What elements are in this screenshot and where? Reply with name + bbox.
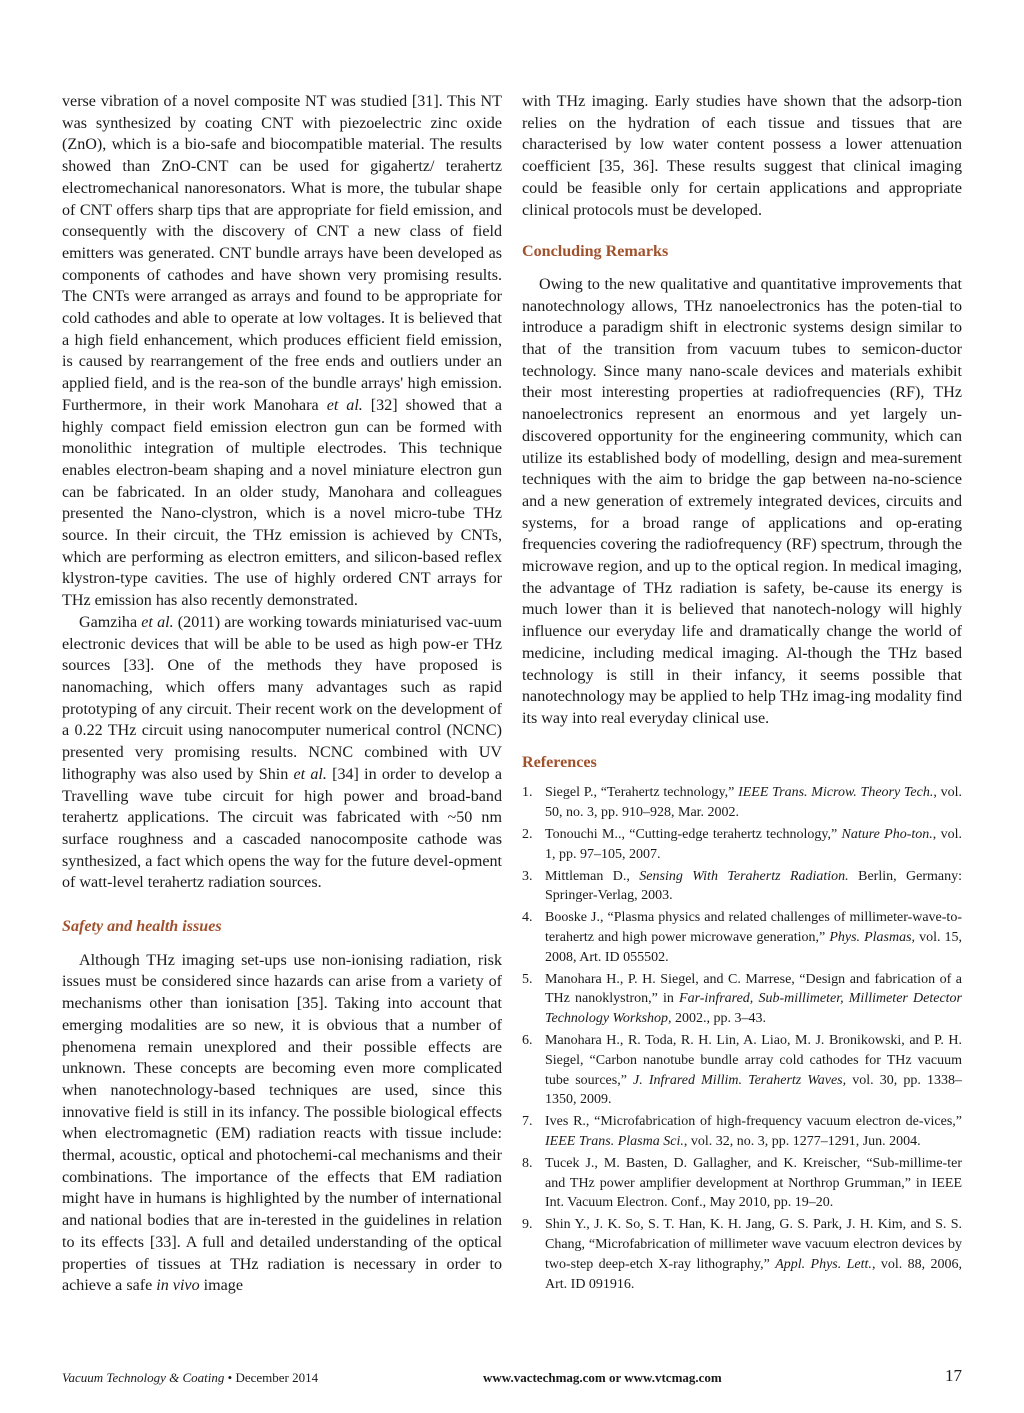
paragraph-safety: Although THz imaging set-ups use non-ionising radiation, risk issues must be considered since hazards can arise from a variety of mechanisms other than ionisation [35]. Taking into account that emerging modalities are so new, it is obvious that a number of phenomena remain unexplored and their possible effects are unknown. These concepts are becoming even more complicated when nanotechnology-based techniques are used, since this innovative field is still in its infancy. The possible biological effects when electromagnetic (EM) radiation reacts with tissue include: thermal, acoustic, optical and photochemi-cal mechanisms and their combinations. The importance of the effects that EM radiation might have in humans is highlighted by the number of international and national bodies that are in-terested in the guidelines in relation to its effects [33]. A full and detailed understanding of the optical properties of tissues at THz radiation is necessary in order to achieve a safe in vivo image [62, 951, 502, 1295]
footer-journal: Vacuum Technology & Coating • December 2014 [62, 1370, 319, 1385]
reference-item: 7. Ives R., “Microfabrication of high-frequency vacuum electron de-vices,” IEEE Trans. Plasma Sci., vol. 32, no. 3, pp. 1277–1291, Jun. 2004. [522, 1114, 962, 1149]
page-footer [62, 1366, 962, 1390]
reference-item: 3. Mittleman D., Sensing With Terahertz Radiation. Berlin, Germany: Springer-Verlag, 2003. [522, 868, 963, 904]
page-number: 17 [945, 1366, 962, 1385]
reference-item: 9. Shin Y., J. K. So, S. T. Han, K. H. Jang, G. S. Park, J. H. Kim, and S. S. Chang, “Microfabrication of millimeter wave vacuum electron devices by two-step deep-etch X-ray lithography,” Appl. Phys. Lett., vol. 88, 2006, Art. ID 091916. [522, 1217, 963, 1292]
reference-item: 4. Booske J., “Plasma physics and related challenges of millimeter-wave-to-terahertz and high power microwave generation,” Phys. Plasmas, vol. 15, 2008, Art. ID 055502. [522, 910, 963, 965]
paragraph-concluding: Owing to the new qualitative and quantitative improvements that nanotechnology allows, THz nanoelectronics has the poten-tial to introduce a paradigm shift in electronic systems design similar to that of the transition from vacuum tubes to semicon-ductor technology. Since many nano-scale devices and materials exhibit their most interesting properties at radiofrequencies (RF), THz nanoelectronics represent an enormous and yet largely un-discovered opportunity for the engineering community, which can utilize its established body of modelling, design and mea-surement techniques with the aim to bridge the gap between na-no-science and a new generation of extremely integrated devices, circuits and systems, for a broad range of applications and op-erating frequencies covering the radiofrequency (RF) spectrum, through the microwave region, and up to the optical region. In medical imaging, the advantage of THz radiation is safety, be-cause its energy is much lower than it is believed that nanotech-nology will highly influence our everyday life and dramatically change the world of medicine, including medical imaging. Al-though the THz based technology is still in their infancy, it seems possible that nanotechnology may be applied to help THz imag-ing modality find its way into real everyday clinical use. [522, 275, 962, 727]
left-column [62, 91, 502, 1297]
reference-item: 8. Tucek J., M. Basten, D. Gallagher, and K. Kreischer, “Sub-millime-ter and THz power amplifier development at Northrop Grumman,” in IEEE Int. Vacuum Electron. Conf., May 2010, pp. 19–20. [522, 1155, 962, 1211]
paragraph-thz-imaging: with THz imaging. Early studies have shown that the adsorp-tion relies on the hydration of each tissue and tissues that are characterised by low water content possess a lower attenuation coefficient [35, 36]. These results suggest that clinical imaging could be feasible only for certain applications and appropriate clinical protocols must be developed. [522, 93, 962, 219]
safety-heading: Safety and health issues [62, 918, 222, 936]
reference-item: 2. Tonouchi M.., “Cutting-edge terahertz technology,” Nature Pho-ton., vol. 1, pp. 97–105, 2007. [522, 826, 962, 862]
references-heading: References [522, 753, 597, 771]
reference-item: 6. Manohara H., R. Toda, R. H. Lin, A. Liao, M. J. Bronikowski, and P. H. Siegel, “Carbon nanotube bundle array cold cathodes for THz vacuum tube sources,” J. Infrared Millim. Terahertz Waves, vol. 30, pp. 1338–1350, 2009. [522, 1032, 963, 1108]
footer-url[interactable]: www.vactechmag.com or www.vtcmag.com [483, 1370, 722, 1385]
references-list [522, 783, 962, 1294]
concluding-heading: Concluding Remarks [522, 243, 669, 261]
right-column [522, 91, 962, 1296]
paragraph-gamziha: Gamziha et al. (2011) are working towards miniaturised vac-uum electronic devices that will be able to be used as high pow-er THz sources [33]. One of the methods they have proposed is nanomaching, which offers many advantages such as rapid prototyping of any circuit. Their recent work on the development of a 0.22 THz circuit using nanocomputer numerical control (NCNC) presented very promising results. NCNC combined with UV lithography was also used by Shin et al. [34] in order to develop a Travelling wave tube circuit for high power and broad-band terahertz applications. The circuit was fabricated with ~50 nm surface roughness and a cascaded nanocomposite cathode was synthesized, a fact which opens the way for the future devel-opment of watt-level terahertz radiation sources. [62, 613, 502, 892]
paragraph-cnt-field-emission: verse vibration of a novel composite NT was studied [31]. This NT was synthesized by coating CNT with piezoelectric zinc oxide (ZnO), which is a bio-safe and biocompatible material. The results showed than ZnO-CNT can be used for gigahertz/ terahertz electromechanical nanoresonators. What is more, the tubular shape of CNT offers sharp tips that are appropriate for field emission, and consequently with the discovery of CNT a new class of field emitters was generated. CNT bundle arrays have been developed as components of cathodes and have shown very promising results. The CNTs were arranged as arrays and found to be appropriate for cold cathodes and able to operate at low voltages. It is believed that a high field enhancement, which produces efficient field emission, is caused by rearrangement of the free ends and outliers under an applied field, and is the rea-son of the bundle arrays' high emission. Furthermore, in their work Manohara et al. [32] showed that a highly compact field emission electron gun can be formed with monolithic integration of multiple electrodes. This technique enables electron-beam shaping and a novel miniature electron gun can be fabricated. In an older study, Manohara and colleagues presented the Nano-clystron, which is a novel micro-tube THz source. In their circuit, the THz emission is achieved by CNTs, which are performing as electron emitters, and silicon-based reflex klystron-type cavities. The use of highly ordered CNT arrays for THz emission has also recently demonstrated. [62, 93, 502, 610]
reference-item: 1. Siegel P., “Terahertz technology,” IEEE Trans. Microw. Theory Tech., vol. 50, no. 3, pp. 910–928, Mar. 2002. [522, 785, 963, 821]
reference-item: 5. Manohara H., P. H. Siegel, and C. Marrese, “Design and fabrication of a THz nanoklystron,” in Far-infrared, Sub-millimeter, Millimeter Detector Technology Workshop, 2002., pp. 3–43. [522, 971, 962, 1027]
